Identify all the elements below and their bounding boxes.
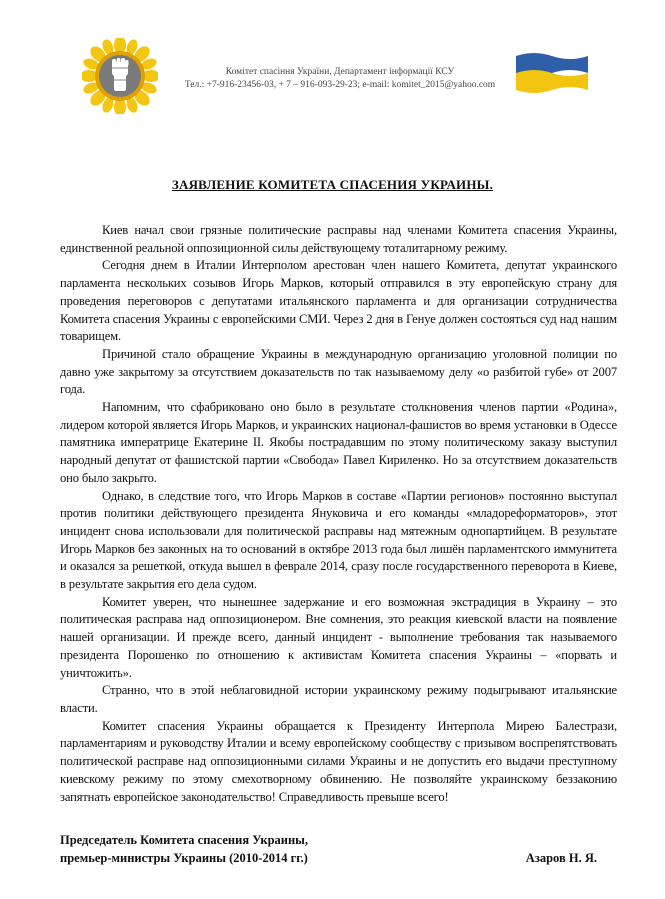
paragraph: Сегодня днем в Италии Интерполом арестован член нашего Комитета, депутат украинского парламента нескольких созывов Игорь Марков, который отправился в эту европейскую страну для проведения переговоров с депутатами итальянского парламента и для организации сотрудничества Комитета спасения Украины с европейскими СМИ. Через 2 дня в Генуе должен состояться суд над нашим товарищем. — [60, 258, 617, 344]
letterhead-organization: Комітет спасіння України, Департамент інформації КСУ — [225, 67, 455, 77]
signature-block — [60, 831, 617, 867]
ukraine-flag-icon — [516, 52, 588, 94]
signature-title: Председатель Комитета спасения Украины, — [60, 833, 309, 847]
signature-name: Азаров Н. Я. — [525, 851, 597, 865]
signature-position: премьер-министры Украины (2010-2014 гг.) — [60, 851, 308, 865]
paragraph: Киев начал свои грязные политические расправы над членами Комитета спасения Украины, единственной реальной оппозиционной силы действующему тоталитарному режиму. — [60, 223, 617, 255]
letterhead-contacts: Тел.: +7-916-23456-03, + 7 – 916-093-29-23; e-mail: komitet_2015@yahoo.com — [184, 80, 496, 90]
paragraph: Причиной стало обращение Украины в международную организацию уголовной полиции по давно уже закрытому за отсутствием доказательств по так называемому делу «о разбитой губе» от 2007 года. — [60, 346, 617, 397]
document-title: ЗАЯВЛЕНИЕ КОМИТЕТА СПАСЕНИЯ УКРАИНЫ. — [171, 177, 494, 192]
paragraph: Напомним, что сфабриковано оно было в результате столкновения членов партии «Родина», лидером которой является Игорь Марков, и украинских национал-фашистов во время установки в Одессе памятника императрице Екатерине II. Якобы пострадавшим по этому политическому заказу выступил народный депутат от фашистской партии «Свобода» Павел Кириленко. Но за отсутствием доказательств оно было закрыто. — [60, 400, 617, 485]
paragraph: Странно, что в этой неблаговидной истории украинскому режиму подыгрывают итальянские власти. — [60, 683, 617, 715]
paragraph: Комитет уверен, что нынешнее задержание и его возможная экстрадиция в Украину – это политическая расправа над оппозиционером. Вне сомнения, это реакция киевской власти на появление нашей организации. И прежде всего, данный инцидент - выполнение требования так называемого президента Порошенко по отношению к активистам Комитета спасения Украины – «порвать и уничтожить». — [60, 594, 617, 680]
letterhead — [160, 66, 520, 92]
sunflower-logo-icon — [82, 38, 158, 114]
paragraph: Комитет спасения Украины обращается к Президенту Интерпола Мирею Балестрази, парламентариям и руководству Италии и всему европейскому сообществу с призывом воспрепятствовать политической расправе над оппозиционными силами Украины и не допустить его выдачи преступному киевскому режиму по этому смехотворному обвинению. Не позволяйте украинскому беззаконию запятнать европейское законодательство! Справедливость превыше всего! — [60, 718, 617, 804]
document-body — [60, 222, 617, 806]
paragraph: Однако, в следствие того, что Игорь Марков в составе «Партии регионов» постоянно выступал против политики действующего президента Януковича и его команды «младореформаторов», этот инцидент снова использовали для политической расправы над мятежным однопартийцем. В результате Игорь Марков без законных на то оснований в октябре 2013 года был лишён парламентского иммунитета и оказался за решеткой, откуда вышел в феврале 2014, сразу после государственного переворота в Киеве, в результате закрытия его дела судом. — [60, 488, 617, 592]
